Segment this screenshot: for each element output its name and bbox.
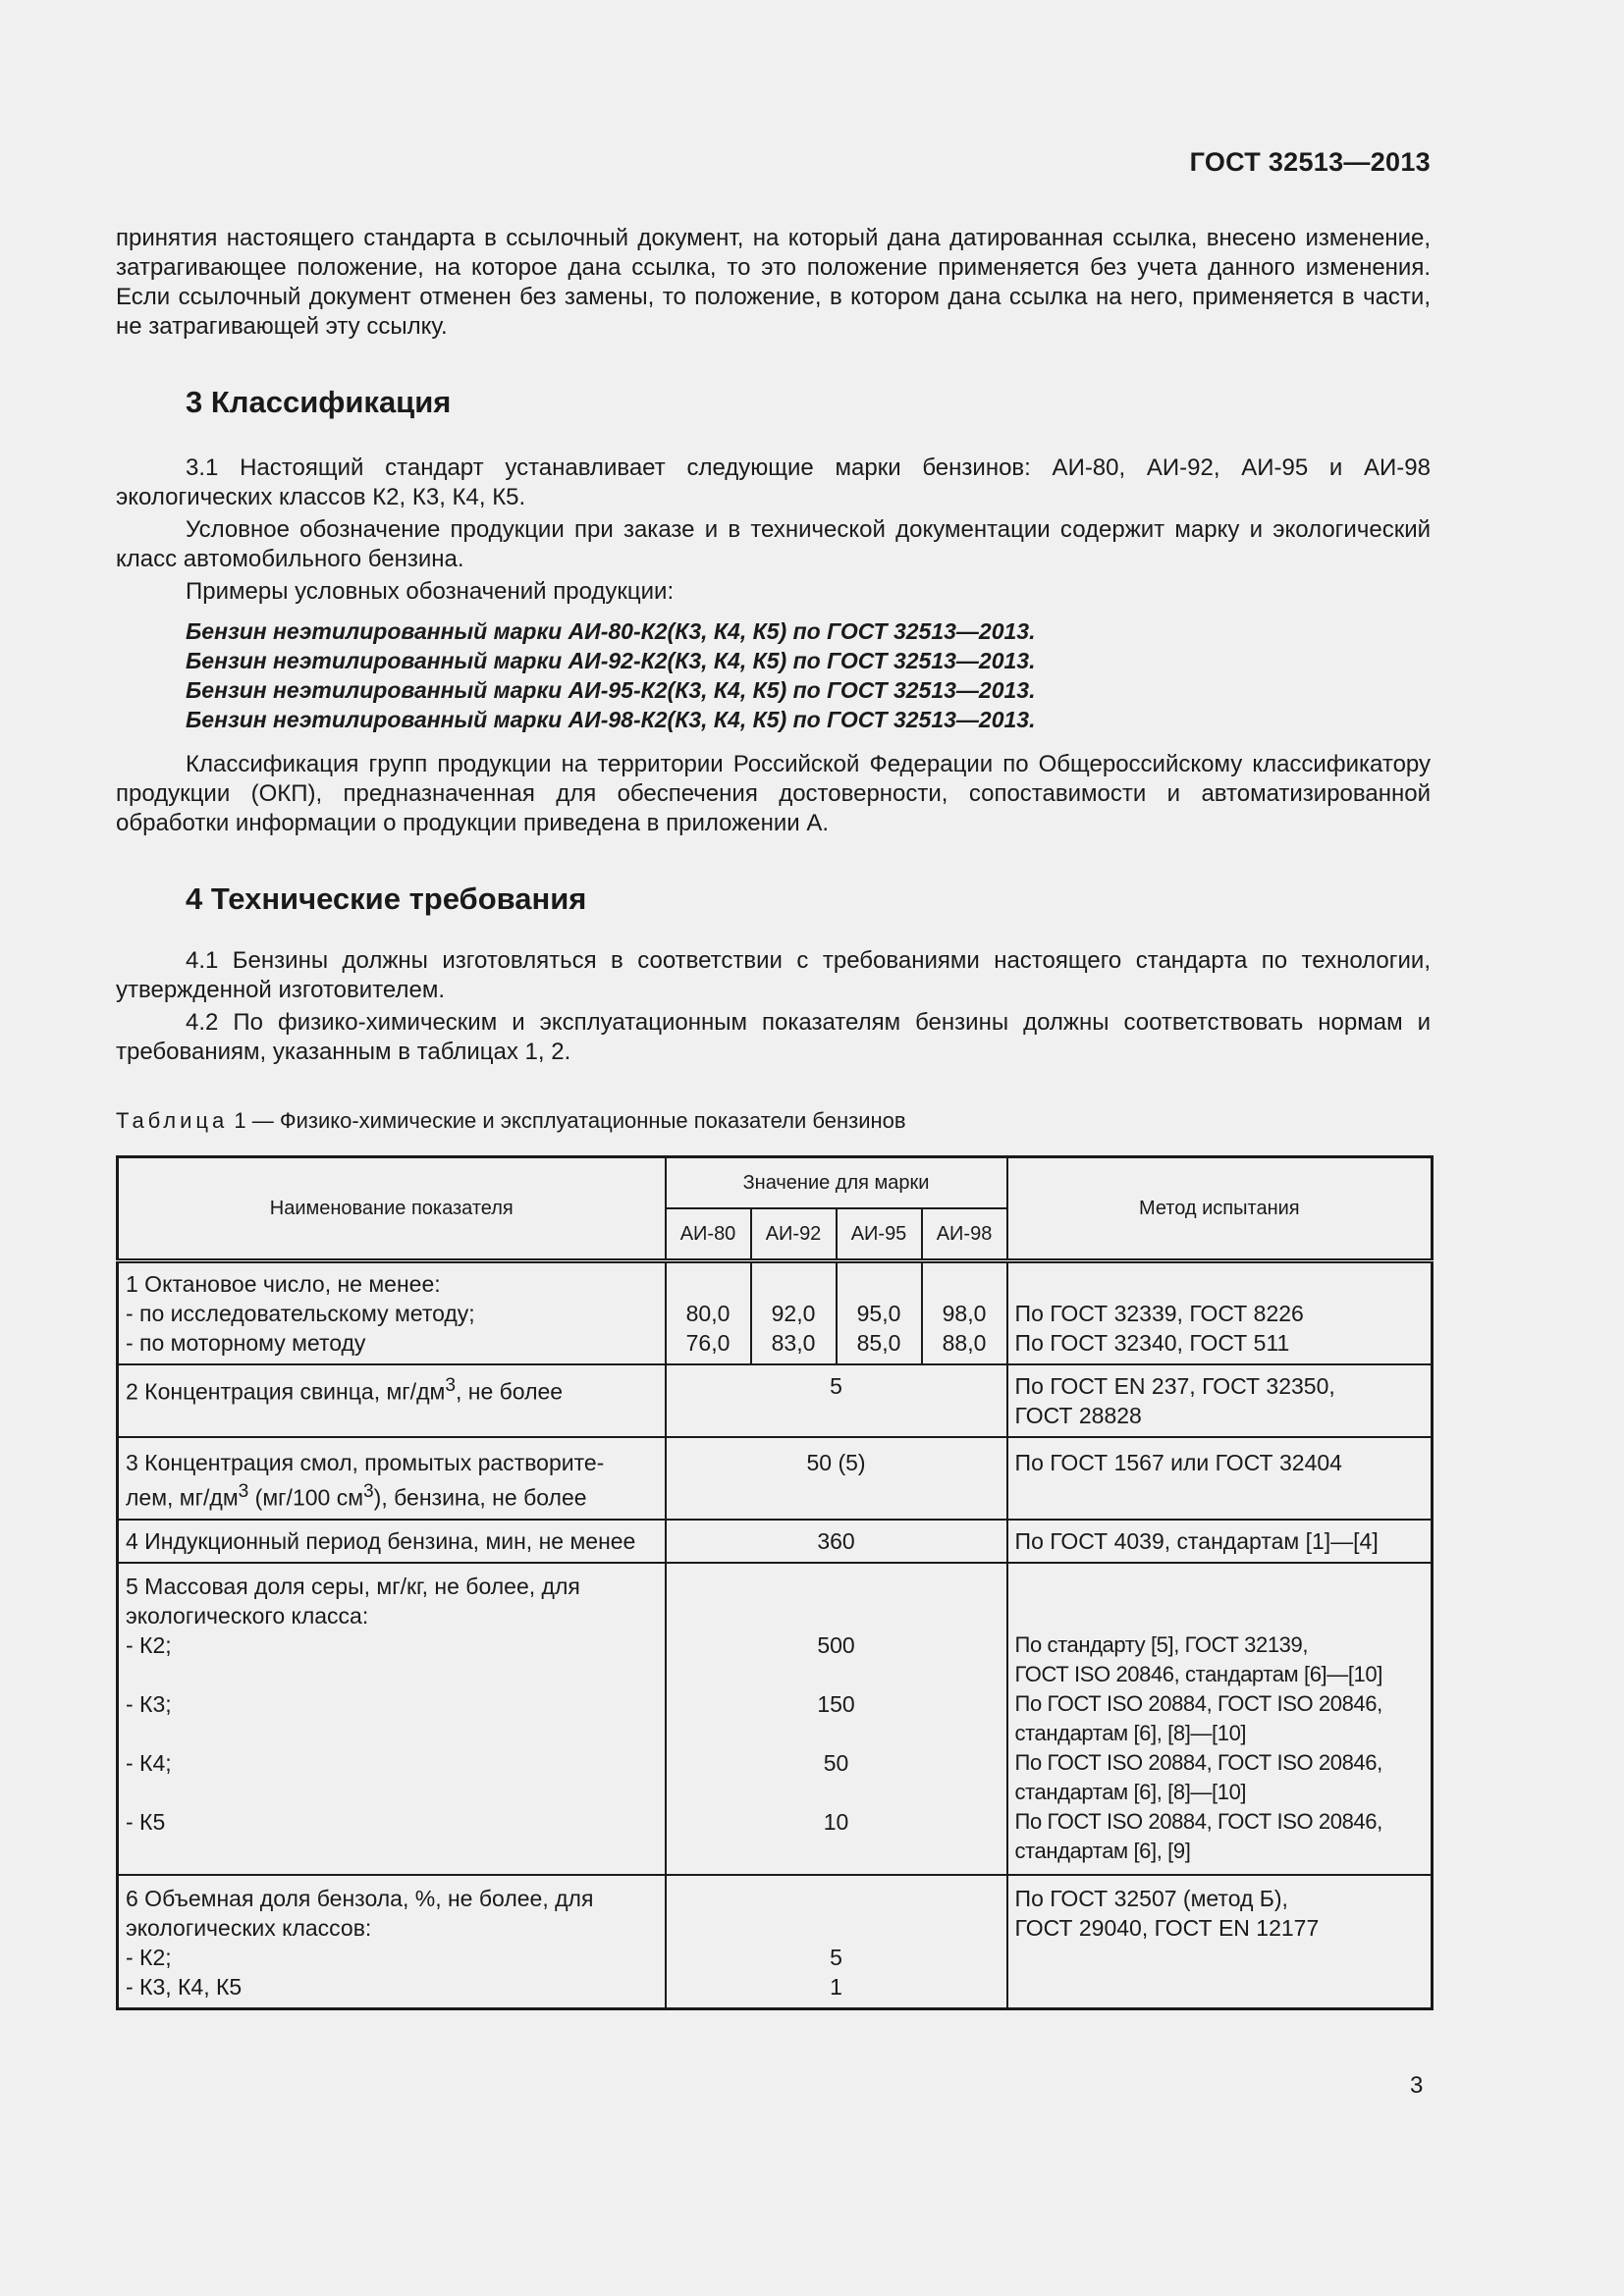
eco-class-label: - К2; bbox=[126, 1631, 172, 1658]
section-3-1-paragraph: 3.1 Настоящий стандарт устанавливает следующие марки бензинов: АИ-80, АИ-92, АИ-95 и АИ-98 экологических классов К2, К3, К4, К5. bbox=[116, 454, 1431, 510]
method-line: По ГОСТ ISO 20884, ГОСТ ISO 20846, bbox=[1014, 1808, 1382, 1834]
table-row-induction bbox=[118, 1520, 1433, 1563]
indicator-cell bbox=[118, 1261, 666, 1365]
indicator-line: 6 Объемная доля бензола, %, не более, для bbox=[126, 1885, 594, 1911]
table-row-gum bbox=[118, 1437, 1433, 1520]
table-caption-text: 1 — Физико-химические и эксплуатационные показатели бензинов bbox=[228, 1108, 906, 1133]
value-cell-all-grades: 50 (5) bbox=[666, 1437, 1007, 1520]
table-row-octane bbox=[118, 1261, 1433, 1365]
section-4-2-paragraph: 4.2 По физико-химическим и эксплуатационным показателям бензины должны соответствовать нормам и требованиям, указанным в таблицах 1, 2. bbox=[116, 1009, 1431, 1065]
method-line: По ГОСТ 32339, ГОСТ 8226 bbox=[1014, 1301, 1304, 1326]
superscript: 3 bbox=[363, 1481, 374, 1502]
header-grade-group: Значение для марки bbox=[666, 1157, 1007, 1209]
indicator-line: экологических классов: bbox=[126, 1914, 372, 1941]
method-line: ГОСТ 28828 bbox=[1014, 1403, 1142, 1428]
indicator-line: - по исследовательскому методу; bbox=[126, 1301, 475, 1326]
method-cell bbox=[1007, 1364, 1433, 1437]
method-cell bbox=[1007, 1261, 1433, 1365]
classification-paragraph: Классификация групп продукции на территории Российской Федерации по Общероссийскому классификатору продукции (ОКП), предназначенная для обеспечения достоверности, сопоставимости и автоматизированной обработки информации о продукции приведена в приложении А. bbox=[116, 751, 1431, 836]
section-4-heading: 4 Технические требования bbox=[186, 881, 587, 916]
header-grade-ai80: АИ-80 bbox=[666, 1208, 751, 1261]
value-motor: 88,0 bbox=[942, 1330, 987, 1356]
indicator-text: (мг/100 см bbox=[248, 1484, 364, 1511]
table-1 bbox=[116, 1155, 1434, 2010]
indicator-cell bbox=[118, 1437, 666, 1520]
sulfur-value: 150 bbox=[817, 1690, 855, 1717]
example-item: Бензин неэтилированный марки АИ-92-К2(К3, К4, К5) по ГОСТ 32513—2013. bbox=[186, 648, 1036, 673]
method-line: стандартам [6], [8]—[10] bbox=[1014, 1720, 1247, 1745]
indicator-line: 1 Октановое число, не менее: bbox=[126, 1271, 441, 1297]
method-line: ГОСТ 29040, ГОСТ EN 12177 bbox=[1014, 1914, 1320, 1941]
header-grade-ai98: АИ-98 bbox=[922, 1208, 1007, 1261]
example-item: Бензин неэтилированный марки АИ-95-К2(К3, К4, К5) по ГОСТ 32513—2013. bbox=[186, 677, 1036, 703]
value-motor: 85,0 bbox=[856, 1330, 901, 1356]
method-line: По ГОСТ 32340, ГОСТ 511 bbox=[1014, 1330, 1290, 1356]
eco-class-label: - К3; bbox=[126, 1690, 172, 1717]
indicator-cell bbox=[118, 1563, 666, 1875]
designation-paragraph: Условное обозначение продукции при заказе и в технической документации содержит марку и экологический класс автомобильного бензина. bbox=[116, 516, 1431, 572]
value-cell-ai98 bbox=[922, 1261, 1007, 1365]
examples-intro: Примеры условных обозначений продукции: bbox=[186, 578, 675, 605]
value-cell-ai95 bbox=[837, 1261, 922, 1365]
table-row-sulfur bbox=[118, 1563, 1433, 1875]
method-line: По стандарту [5], ГОСТ 32139, bbox=[1014, 1631, 1309, 1657]
value-research: 95,0 bbox=[856, 1301, 901, 1326]
indicator-line: экологического класса: bbox=[126, 1602, 369, 1629]
value-cell-all-grades bbox=[666, 1563, 1007, 1875]
example-item: Бензин неэтилированный марки АИ-98-К2(К3, К4, К5) по ГОСТ 32513—2013. bbox=[186, 707, 1036, 732]
sulfur-value: 10 bbox=[823, 1808, 849, 1835]
method-line: стандартам [6], [8]—[10] bbox=[1014, 1779, 1247, 1804]
page-number: 3 bbox=[1410, 2072, 1424, 2099]
table-row-lead bbox=[118, 1364, 1433, 1437]
indicator-line bbox=[126, 1477, 658, 1513]
header-test-method: Метод испытания bbox=[1007, 1157, 1433, 1261]
section-3-heading: 3 Классификация bbox=[186, 385, 452, 419]
method-cell bbox=[1007, 1563, 1433, 1875]
value-cell-ai80 bbox=[666, 1261, 751, 1365]
intro-paragraph: принятия настоящего стандарта в ссылочный документ, на который дана датированная ссылка, внесено изменение, затрагивающее положение, на которое дана ссылка, то это положение применяется без учета данного изменения. Если ссылочный документ отменен без замены, то положение, в котором дана ссылка на него, применяется в части, не затрагивающей эту ссылку. bbox=[116, 225, 1431, 340]
value-research: 92,0 bbox=[771, 1301, 816, 1326]
method-cell: По ГОСТ 4039, стандартам [1]—[4] bbox=[1007, 1520, 1433, 1563]
value-research: 80,0 bbox=[685, 1301, 731, 1326]
method-cell: По ГОСТ 1567 или ГОСТ 32404 bbox=[1007, 1437, 1433, 1520]
table-caption-prefix: Таблица bbox=[116, 1108, 229, 1133]
header-indicator-name: Наименование показателя bbox=[118, 1157, 666, 1261]
value-motor: 76,0 bbox=[685, 1330, 731, 1356]
table-1-caption bbox=[116, 1108, 1431, 1134]
indicator-line: 3 Концентрация смол, промытых растворите- bbox=[126, 1450, 605, 1475]
document-id-header: ГОСТ 32513—2013 bbox=[1189, 147, 1431, 177]
section-4-1-paragraph: 4.1 Бензины должны изготовляться в соответствии с требованиями настоящего стандарта по технологии, утвержденной изготовителем. bbox=[116, 947, 1431, 1003]
example-item: Бензин неэтилированный марки АИ-80-К2(К3, К4, К5) по ГОСТ 32513—2013. bbox=[186, 618, 1036, 644]
page-content bbox=[116, 224, 1431, 2010]
designation-examples bbox=[116, 616, 1431, 734]
value-cell-ai92 bbox=[751, 1261, 837, 1365]
header-grade-ai92: АИ-92 bbox=[751, 1208, 837, 1261]
method-cell bbox=[1007, 1875, 1433, 2009]
benzene-value: 1 bbox=[830, 1973, 842, 2000]
indicator-cell bbox=[118, 1364, 666, 1437]
method-line: стандартам [6], [9] bbox=[1014, 1838, 1191, 1863]
value-cell-all-grades bbox=[666, 1875, 1007, 2009]
table-row-benzene bbox=[118, 1875, 1433, 2009]
eco-class-label: - К3, К4, К5 bbox=[126, 1973, 243, 2000]
indicator-text: ), бензина, не более bbox=[373, 1484, 587, 1511]
method-line: По ГОСТ ISO 20884, ГОСТ ISO 20846, bbox=[1014, 1690, 1382, 1716]
method-line: ГОСТ ISO 20846, стандартам [6]—[10] bbox=[1014, 1661, 1382, 1686]
superscript: 3 bbox=[238, 1481, 249, 1502]
value-motor: 83,0 bbox=[771, 1330, 816, 1356]
sulfur-value: 50 bbox=[823, 1749, 849, 1776]
method-line: По ГОСТ 32507 (метод Б), bbox=[1014, 1885, 1288, 1911]
indicator-cell bbox=[118, 1875, 666, 2009]
indicator-text: 2 Концентрация свинца, мг/дм bbox=[126, 1378, 446, 1405]
header-grade-ai95: АИ-95 bbox=[837, 1208, 922, 1261]
eco-class-label: - К5 bbox=[126, 1808, 166, 1835]
eco-class-label: - К4; bbox=[126, 1749, 172, 1776]
indicator-text: лем, мг/дм bbox=[126, 1484, 239, 1511]
sulfur-value: 500 bbox=[817, 1631, 855, 1658]
indicator-cell: 4 Индукционный период бензина, мин, не менее bbox=[118, 1520, 666, 1563]
eco-class-label: - К2; bbox=[126, 1944, 172, 1970]
benzene-value: 5 bbox=[830, 1944, 842, 1970]
indicator-line: 5 Массовая доля серы, мг/кг, не более, для bbox=[126, 1573, 580, 1599]
superscript: 3 bbox=[445, 1375, 456, 1396]
indicator-line: - по моторному методу bbox=[126, 1330, 366, 1356]
method-line: По ГОСТ ISO 20884, ГОСТ ISO 20846, bbox=[1014, 1749, 1382, 1775]
value-cell-all-grades: 5 bbox=[666, 1364, 1007, 1437]
indicator-text: , не более bbox=[455, 1378, 564, 1405]
method-line: По ГОСТ EN 237, ГОСТ 32350, bbox=[1014, 1373, 1335, 1399]
value-cell-all-grades: 360 bbox=[666, 1520, 1007, 1563]
value-research: 98,0 bbox=[942, 1301, 987, 1326]
